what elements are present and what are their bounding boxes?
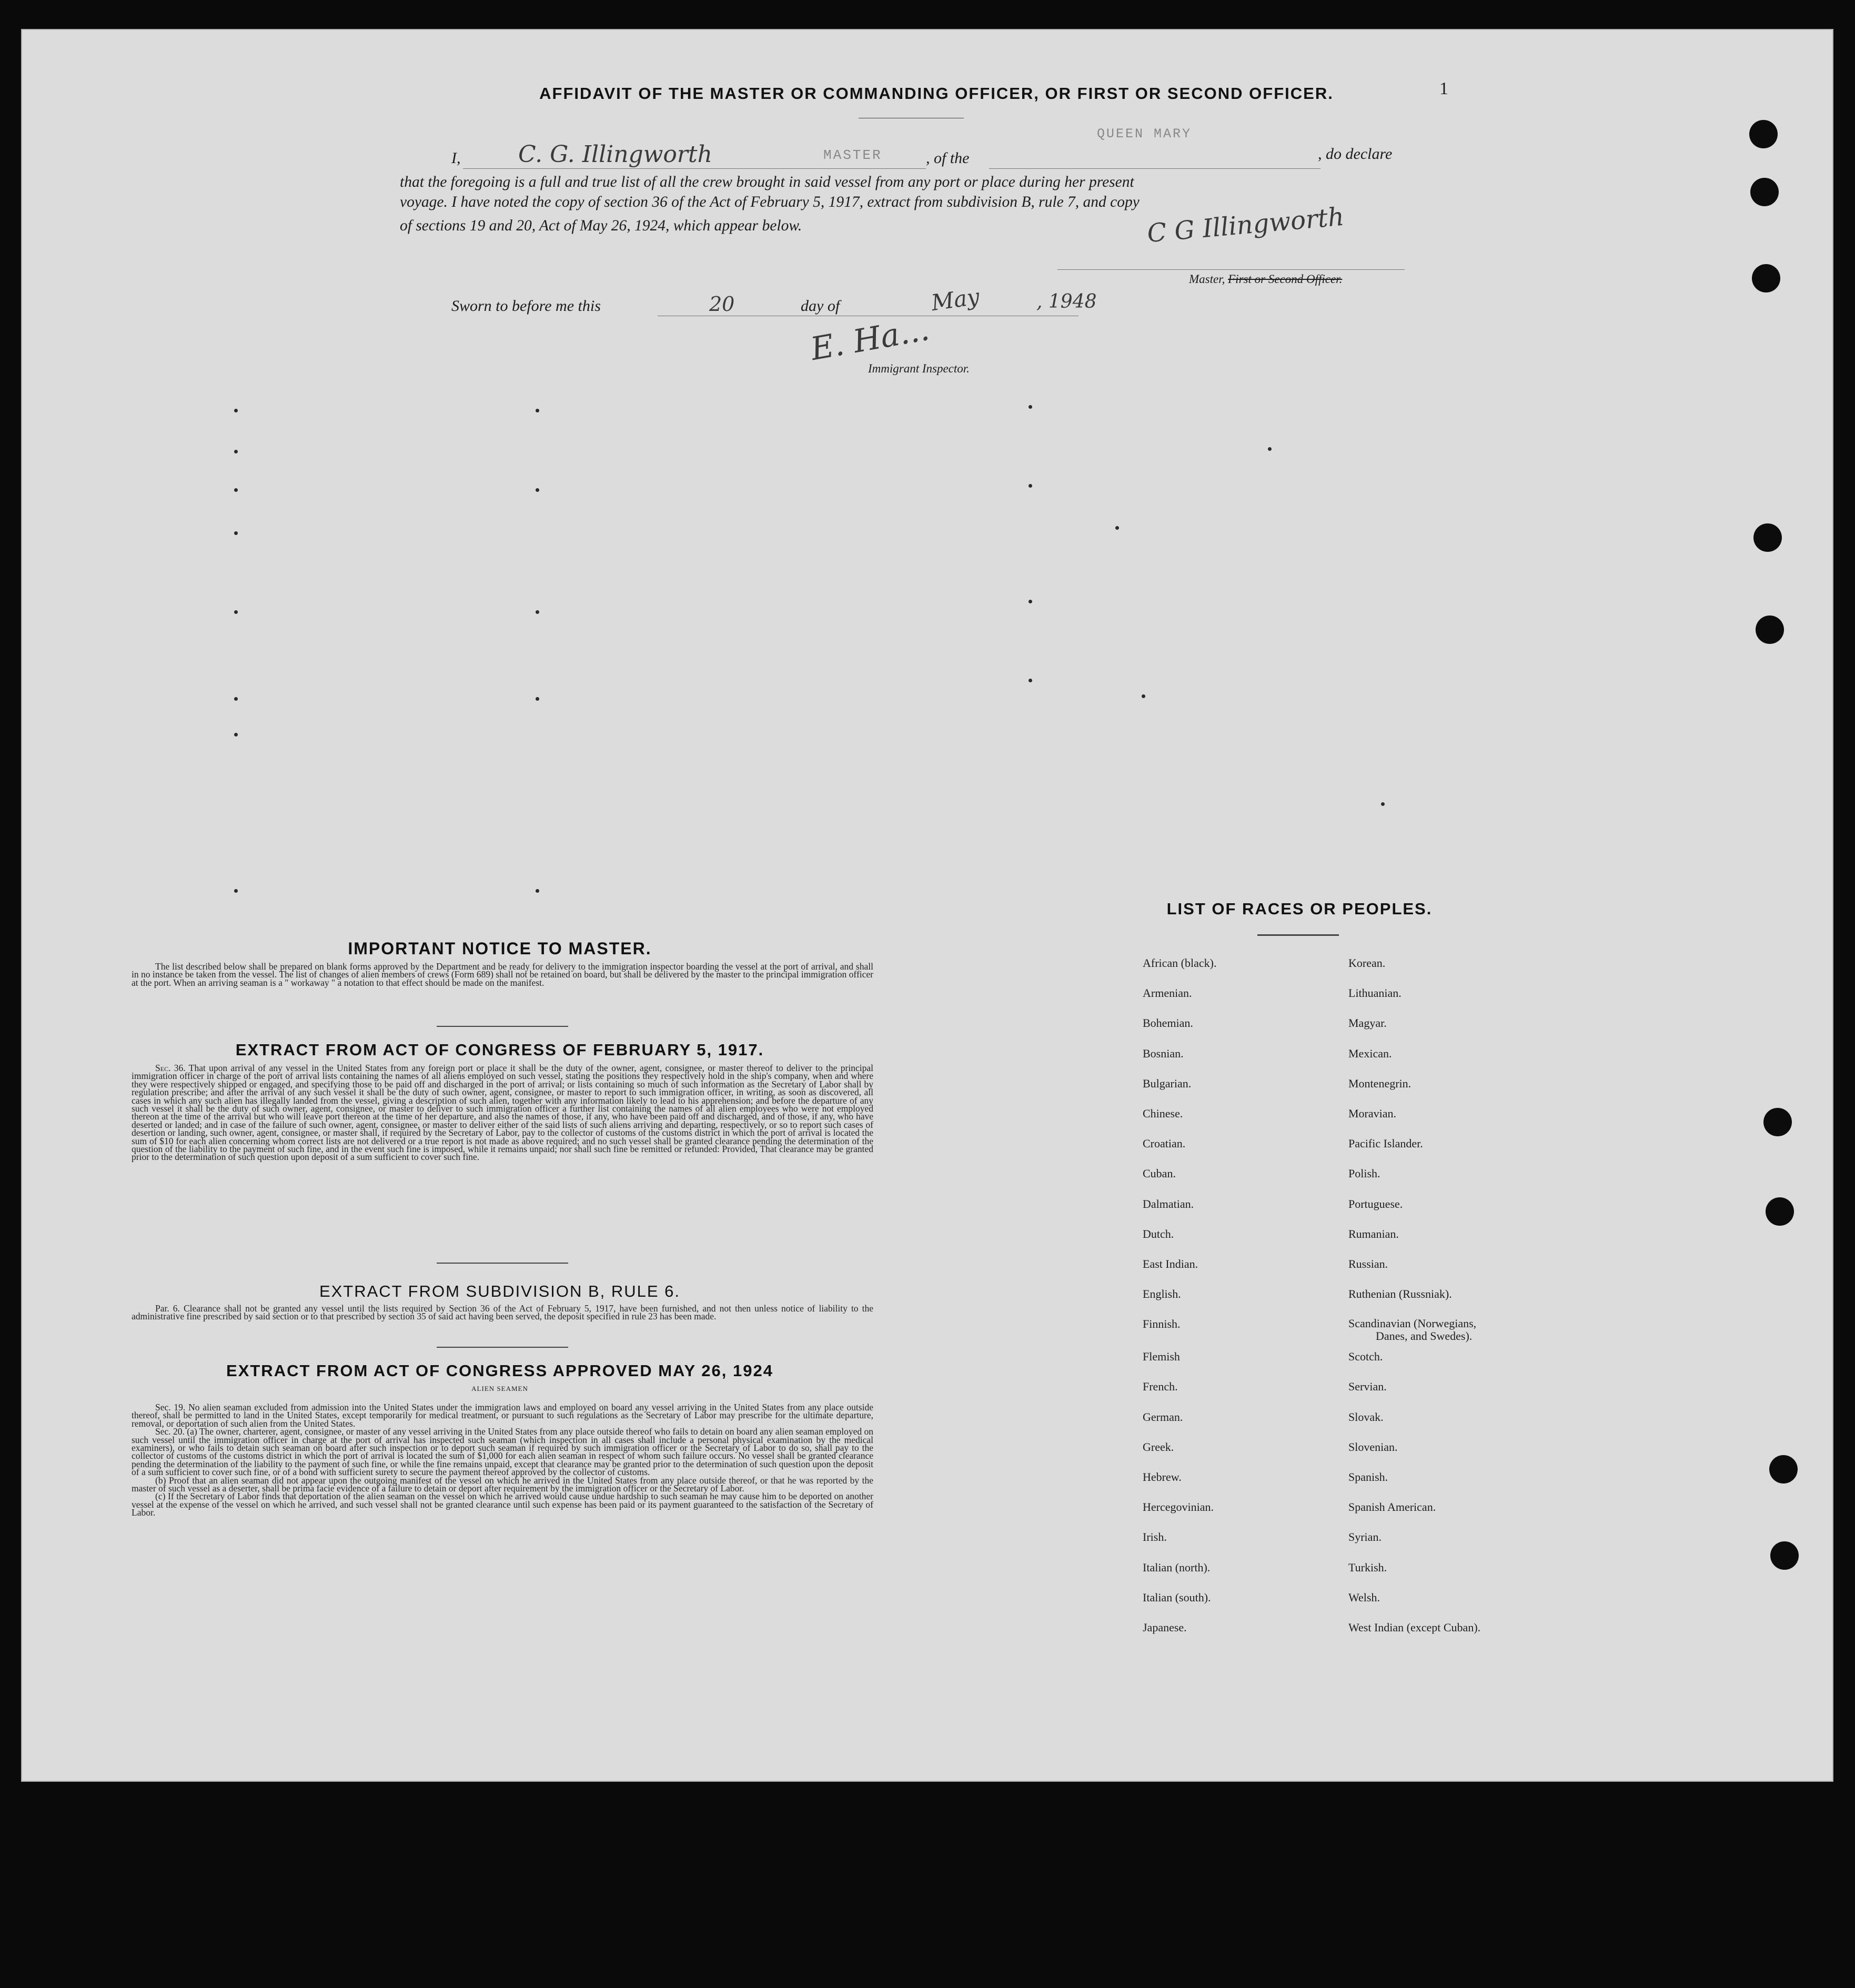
- race-item: Flemish: [1143, 1350, 1180, 1364]
- section-label: Sec. 20. (a): [155, 1426, 197, 1437]
- binding-hole: [1753, 523, 1782, 552]
- race-item: Montenegrin.: [1348, 1076, 1412, 1090]
- race-item: Greek.: [1143, 1440, 1174, 1454]
- page-number-mark: 1: [1439, 79, 1448, 98]
- section-text: Proof that an alien seaman did not appear upon the outgoing manifest of the vessel on which he arrived in the United States from any place outside thereof, or that he was reported by the master of such vessel as a deserter, shall be prima facie evidence of a failure to detain or deport after requirement by the immigration officer or the Secretary of Labor.: [132, 1475, 874, 1494]
- race-item: Dalmatian.: [1143, 1197, 1194, 1210]
- race-item: Cuban.: [1143, 1167, 1176, 1180]
- section-text: No alien seaman excluded from admission into the United States under the immigration laws and employed on board any vessel arriving in the United States from any place outside thereof, shall be permitted to land in the United States, except temporarily for medical treatment, or pursuant to such regulations as the Secretary of Labor may prescribe for the ultimate departure, removal, or deportation of such alien from the United States.: [132, 1402, 873, 1429]
- race-item: Turkish.: [1348, 1560, 1387, 1574]
- race-item: Lithuanian.: [1348, 986, 1402, 1000]
- sworn-year: , 1948: [1036, 291, 1097, 312]
- inspector-signature: E. Ha...: [808, 310, 932, 368]
- race-item: Moravian.: [1348, 1106, 1397, 1120]
- race-item: French.: [1143, 1380, 1178, 1394]
- notice-title: IMPORTANT NOTICE TO MASTER.: [348, 939, 652, 958]
- section-text: If the Secretary of Labor finds that deportation of the alien seaman on the vessel on which he arrived would cause undue hardship to such seaman he may cause him to be deported on another vessel at the expense of the vessel on which he arrived, and such vessel shall not be granted clearance until such expense has been paid or its payment guaranteed to the satisfaction of the Secretary of Labor.: [132, 1491, 874, 1518]
- binding-hole: [1750, 178, 1779, 206]
- race-item: Mexican.: [1348, 1046, 1392, 1060]
- binding-hole: [1763, 1108, 1792, 1136]
- officer-caption-struck: First or Second Officer.: [1228, 273, 1343, 286]
- faint-mark: [234, 450, 238, 453]
- extract-1924-title: EXTRACT FROM ACT OF CONGRESS APPROVED MAY 26, 1924: [226, 1361, 773, 1380]
- sec19-paragraph: [132, 1404, 873, 1428]
- race-item: German.: [1143, 1410, 1183, 1424]
- sworn-prefix: Sworn to before me this: [451, 297, 601, 315]
- master-name-handwritten: C. G. Illingworth: [518, 141, 712, 168]
- race-item: Servian.: [1348, 1380, 1387, 1394]
- faint-mark: [1381, 802, 1385, 806]
- race-item: Polish.: [1348, 1167, 1380, 1180]
- race-item: Finnish.: [1143, 1317, 1181, 1331]
- extract-rule6-text: [132, 1305, 873, 1321]
- notice-paragraph: The list described below shall be prepared on blank forms approved by the Department and be ready for delivery to the immigration inspector boarding the vessel at the port of arrival, and shall in no instance be taken from the vessel. The list of changes of alien members of crews (Form 689) shall not be retained on board, but shall be delivered by the master to the principal immigration officer at the port. When an arriving seaman is a " workaway " a notation to that effect should be made on the manifest.: [132, 961, 873, 988]
- extract-rule6-paragraph: [132, 1305, 873, 1321]
- races-title: LIST OF RACES OR PEOPLES.: [1166, 900, 1433, 918]
- section-label: Par. 6.: [155, 1303, 180, 1314]
- faint-mark: [1029, 600, 1032, 603]
- faint-mark: [1029, 484, 1032, 488]
- race-item: [1348, 1317, 1580, 1350]
- race-item: Irish.: [1143, 1530, 1167, 1544]
- divider: [1257, 934, 1339, 936]
- race-item: Welsh.: [1348, 1590, 1380, 1604]
- extract-1924-subtitle: ALIEN SEAMEN: [471, 1385, 528, 1392]
- race-item: East Indian.: [1143, 1257, 1198, 1270]
- faint-mark: [536, 488, 539, 492]
- affidavit-line-3: voyage. I have noted the copy of section 36 of the Act of February 5, 1917, extract from subdivision B, rule 7, and copy: [400, 194, 1140, 210]
- race-item: Spanish.: [1348, 1470, 1388, 1484]
- notice-text: [132, 963, 873, 987]
- faint-mark: [536, 889, 539, 893]
- sworn-day: 20: [709, 292, 735, 316]
- race-item: African (black).: [1143, 956, 1217, 970]
- of-the-label: , of the: [926, 149, 970, 167]
- race-item: Russian.: [1348, 1257, 1388, 1270]
- race-item: Rumanian.: [1348, 1227, 1399, 1240]
- faint-mark: [234, 610, 238, 614]
- master-caption: [1189, 273, 1342, 286]
- race-item: Bulgarian.: [1143, 1076, 1192, 1090]
- faint-mark: [234, 733, 238, 736]
- race-item: Pacific Islander.: [1348, 1137, 1423, 1151]
- races-right-column: [1348, 956, 1580, 1651]
- race-item: Italian (north).: [1143, 1560, 1211, 1574]
- race-item: Slovak.: [1348, 1410, 1384, 1424]
- race-item: Bosnian.: [1143, 1046, 1184, 1060]
- sworn-month: May: [930, 283, 981, 316]
- master-caption-text: Master,: [1189, 273, 1225, 286]
- binding-hole: [1756, 615, 1784, 644]
- race-item: Italian (south).: [1143, 1590, 1211, 1604]
- race-item: English.: [1143, 1287, 1181, 1301]
- declare-label: , do declare: [1318, 145, 1393, 163]
- extract-1917-text: [132, 1064, 873, 1162]
- race-item-line: Scandinavian (Norwegians,: [1348, 1317, 1477, 1330]
- race-item: Hebrew.: [1143, 1470, 1182, 1484]
- race-item: Spanish American.: [1348, 1500, 1436, 1514]
- race-item: Portuguese.: [1348, 1197, 1403, 1210]
- race-item: Scotch.: [1348, 1350, 1383, 1364]
- signature-line: [1057, 269, 1405, 270]
- race-item: Japanese.: [1143, 1620, 1187, 1634]
- divider: [437, 1026, 568, 1027]
- race-item: Magyar.: [1348, 1016, 1387, 1030]
- divider: [437, 1263, 568, 1264]
- binding-hole: [1769, 1455, 1798, 1484]
- vessel-name-stamp: QUEEN MARY: [1097, 126, 1192, 142]
- faint-mark: [1142, 694, 1145, 698]
- rank-stamp: MASTER: [823, 147, 882, 163]
- race-item: Chinese.: [1143, 1106, 1183, 1120]
- faint-mark: [1115, 526, 1119, 530]
- extract-1917-paragraph: [132, 1064, 873, 1162]
- race-item: Croatian.: [1143, 1137, 1186, 1151]
- race-item-line: Danes, and Swedes).: [1376, 1329, 1473, 1343]
- binding-hole: [1752, 264, 1780, 292]
- race-item: Bohemian.: [1143, 1016, 1193, 1030]
- section-label: Sec. 19.: [155, 1402, 186, 1412]
- race-item: Korean.: [1348, 956, 1386, 970]
- section-text: That upon arrival of any vessel in the United States from any foreign port or place it shall be the duty of the owner, agent, consignee, or master thereof to deliver to the principal immigration officer in charge of the port of arrival lists containing the names of all aliens employed on such vessel, stating the positions they respectively hold in the ship's company, when and where they were respectively shipped or engaged, and specifying those to be paid off and discharged in the port of arrival; or lists containing so much of such information as the Secretary of Labor shall by regulation prescribe; and after the arrival of any such vessel it shall be the duty of such owner, agent, consignee, or master to report to such immigration officer, in writing, as soon as discovered, all cases in which any such alien has illegally landed from the vessel, giving a description of such alien, together with any information likely to lead to his apprehension; and before the departure of any such vessel it shall be the duty of such owner, agent, consignee, or master to deliver to such immigration officer a further list containing the names of all alien employees who were not employed thereon at the time of the arrival but who will leave port thereon at the time of her departure, and also the names of those, if any, who have been paid off and discharged, and of those, if any, who have deserted or landed; and in case of the failure of such owner, agent, consignee, or master to deliver either of the said lists of such aliens arriving and departing, respectively, or so to report such cases of desertion or landing, such owner, agent, consignee, or master shall, if required by the Secretary of Labor, pay to the collector of customs of the customs district in which the port of arrival is located the sum of $10 for each alien concerning whom correct lists are not delivered or a true report is not made as above required; and no such vessel shall be granted clearance pending the determination of the question of the liability to the payment of such fine, and in the event such fine is imposed, while it remains unpaid; nor shall such fine be remitted or refunded: Provided, That clearance may be granted prior to the determination of such question upon deposit of a sum sufficient to cover such fine.: [132, 1063, 873, 1163]
- faint-mark: [536, 697, 539, 701]
- faint-mark: [234, 409, 238, 412]
- faint-mark: [234, 531, 238, 535]
- extract-1917-title: EXTRACT FROM ACT OF CONGRESS OF FEBRUARY 5, 1917.: [235, 1041, 764, 1059]
- faint-mark: [536, 610, 539, 614]
- rank-line: [463, 168, 926, 169]
- race-item: Armenian.: [1143, 986, 1192, 1000]
- affidavit-line-2: that the foregoing is a full and true list of all the crew brought in said vessel from any port or place during her present: [400, 174, 1134, 190]
- race-item: Syrian.: [1348, 1530, 1382, 1544]
- inspector-caption: Immigrant Inspector.: [868, 362, 970, 375]
- faint-mark: [234, 889, 238, 893]
- extract-1924-text: [132, 1404, 873, 1517]
- race-item: Slovenian.: [1348, 1440, 1398, 1454]
- affidavit-title: AFFIDAVIT OF THE MASTER OR COMMANDING OFFICER, OR FIRST OR SECOND OFFICER.: [539, 84, 1334, 103]
- divider: [437, 1347, 568, 1348]
- vessel-line: [989, 168, 1320, 169]
- binding-hole: [1749, 120, 1778, 148]
- sec20c-paragraph: [132, 1492, 873, 1517]
- binding-hole: [1770, 1541, 1799, 1570]
- sec20b-paragraph: [132, 1477, 873, 1493]
- faint-mark: [1268, 447, 1272, 451]
- race-item: West Indian (except Cuban).: [1348, 1620, 1481, 1634]
- section-text: Clearance shall not be granted any vessel until the lists required by Section 36 of the Act of February 5, 1917, have been furnished, and not then unless notice of liability to the administrative fine prescribed by said section or to that prescribed by section 35 of said act having been served, the deposit specified in rule 23 has been made.: [132, 1303, 873, 1322]
- section-label: Sec. 36.: [155, 1063, 186, 1073]
- faint-mark: [536, 409, 539, 412]
- master-signature: C G Illingworth: [1146, 201, 1346, 249]
- faint-mark: [234, 488, 238, 492]
- section-label: (c): [155, 1491, 166, 1502]
- race-item: Dutch.: [1143, 1227, 1174, 1240]
- declaration-prefix: I,: [451, 149, 461, 167]
- race-item: Hercegovinian.: [1143, 1500, 1214, 1514]
- binding-hole: [1766, 1197, 1794, 1226]
- races-left-column: [1143, 956, 1364, 1651]
- extract-rule6-title: EXTRACT FROM SUBDIVISION B, RULE 6.: [319, 1282, 681, 1300]
- section-text: The owner, charterer, agent, consignee, or master of any vessel arriving in the United States from any place outside thereof who fails to detain on board any alien seaman employed on such vessel until the immigration officer in charge at the port of arrival has inspected such seaman (which inspection in all cases shall include a personal physical examination by the medical examiners), or who fails to detain such seaman on board after such inspection or to deport such seaman if required by such immigration officer or the Secretary of Labor to do so, shall pay to the collector of customs of the customs district in which the port of arrival is located the sum of $1,000 for each alien seaman in respect of whom such failure occurs. No vessel shall be granted clearance pending the determination of the liability to the payment of such fine, or while the fine remains unpaid, except that clearance may be granted prior to the determination of such question upon the deposit of a sum sufficient to cover such fine, or of a bond with sufficient surety to secure the payment thereof approved by the collector of customs.: [132, 1426, 873, 1478]
- faint-mark: [1029, 679, 1032, 682]
- day-of-label: day of: [801, 297, 840, 315]
- sec20a-paragraph: [132, 1428, 873, 1476]
- faint-mark: [1029, 405, 1032, 409]
- section-label: (b): [155, 1475, 166, 1486]
- faint-mark: [234, 697, 238, 701]
- race-item: Ruthenian (Russniak).: [1348, 1287, 1452, 1301]
- affidavit-line-4: of sections 19 and 20, Act of May 26, 1924, which appear below.: [400, 217, 802, 234]
